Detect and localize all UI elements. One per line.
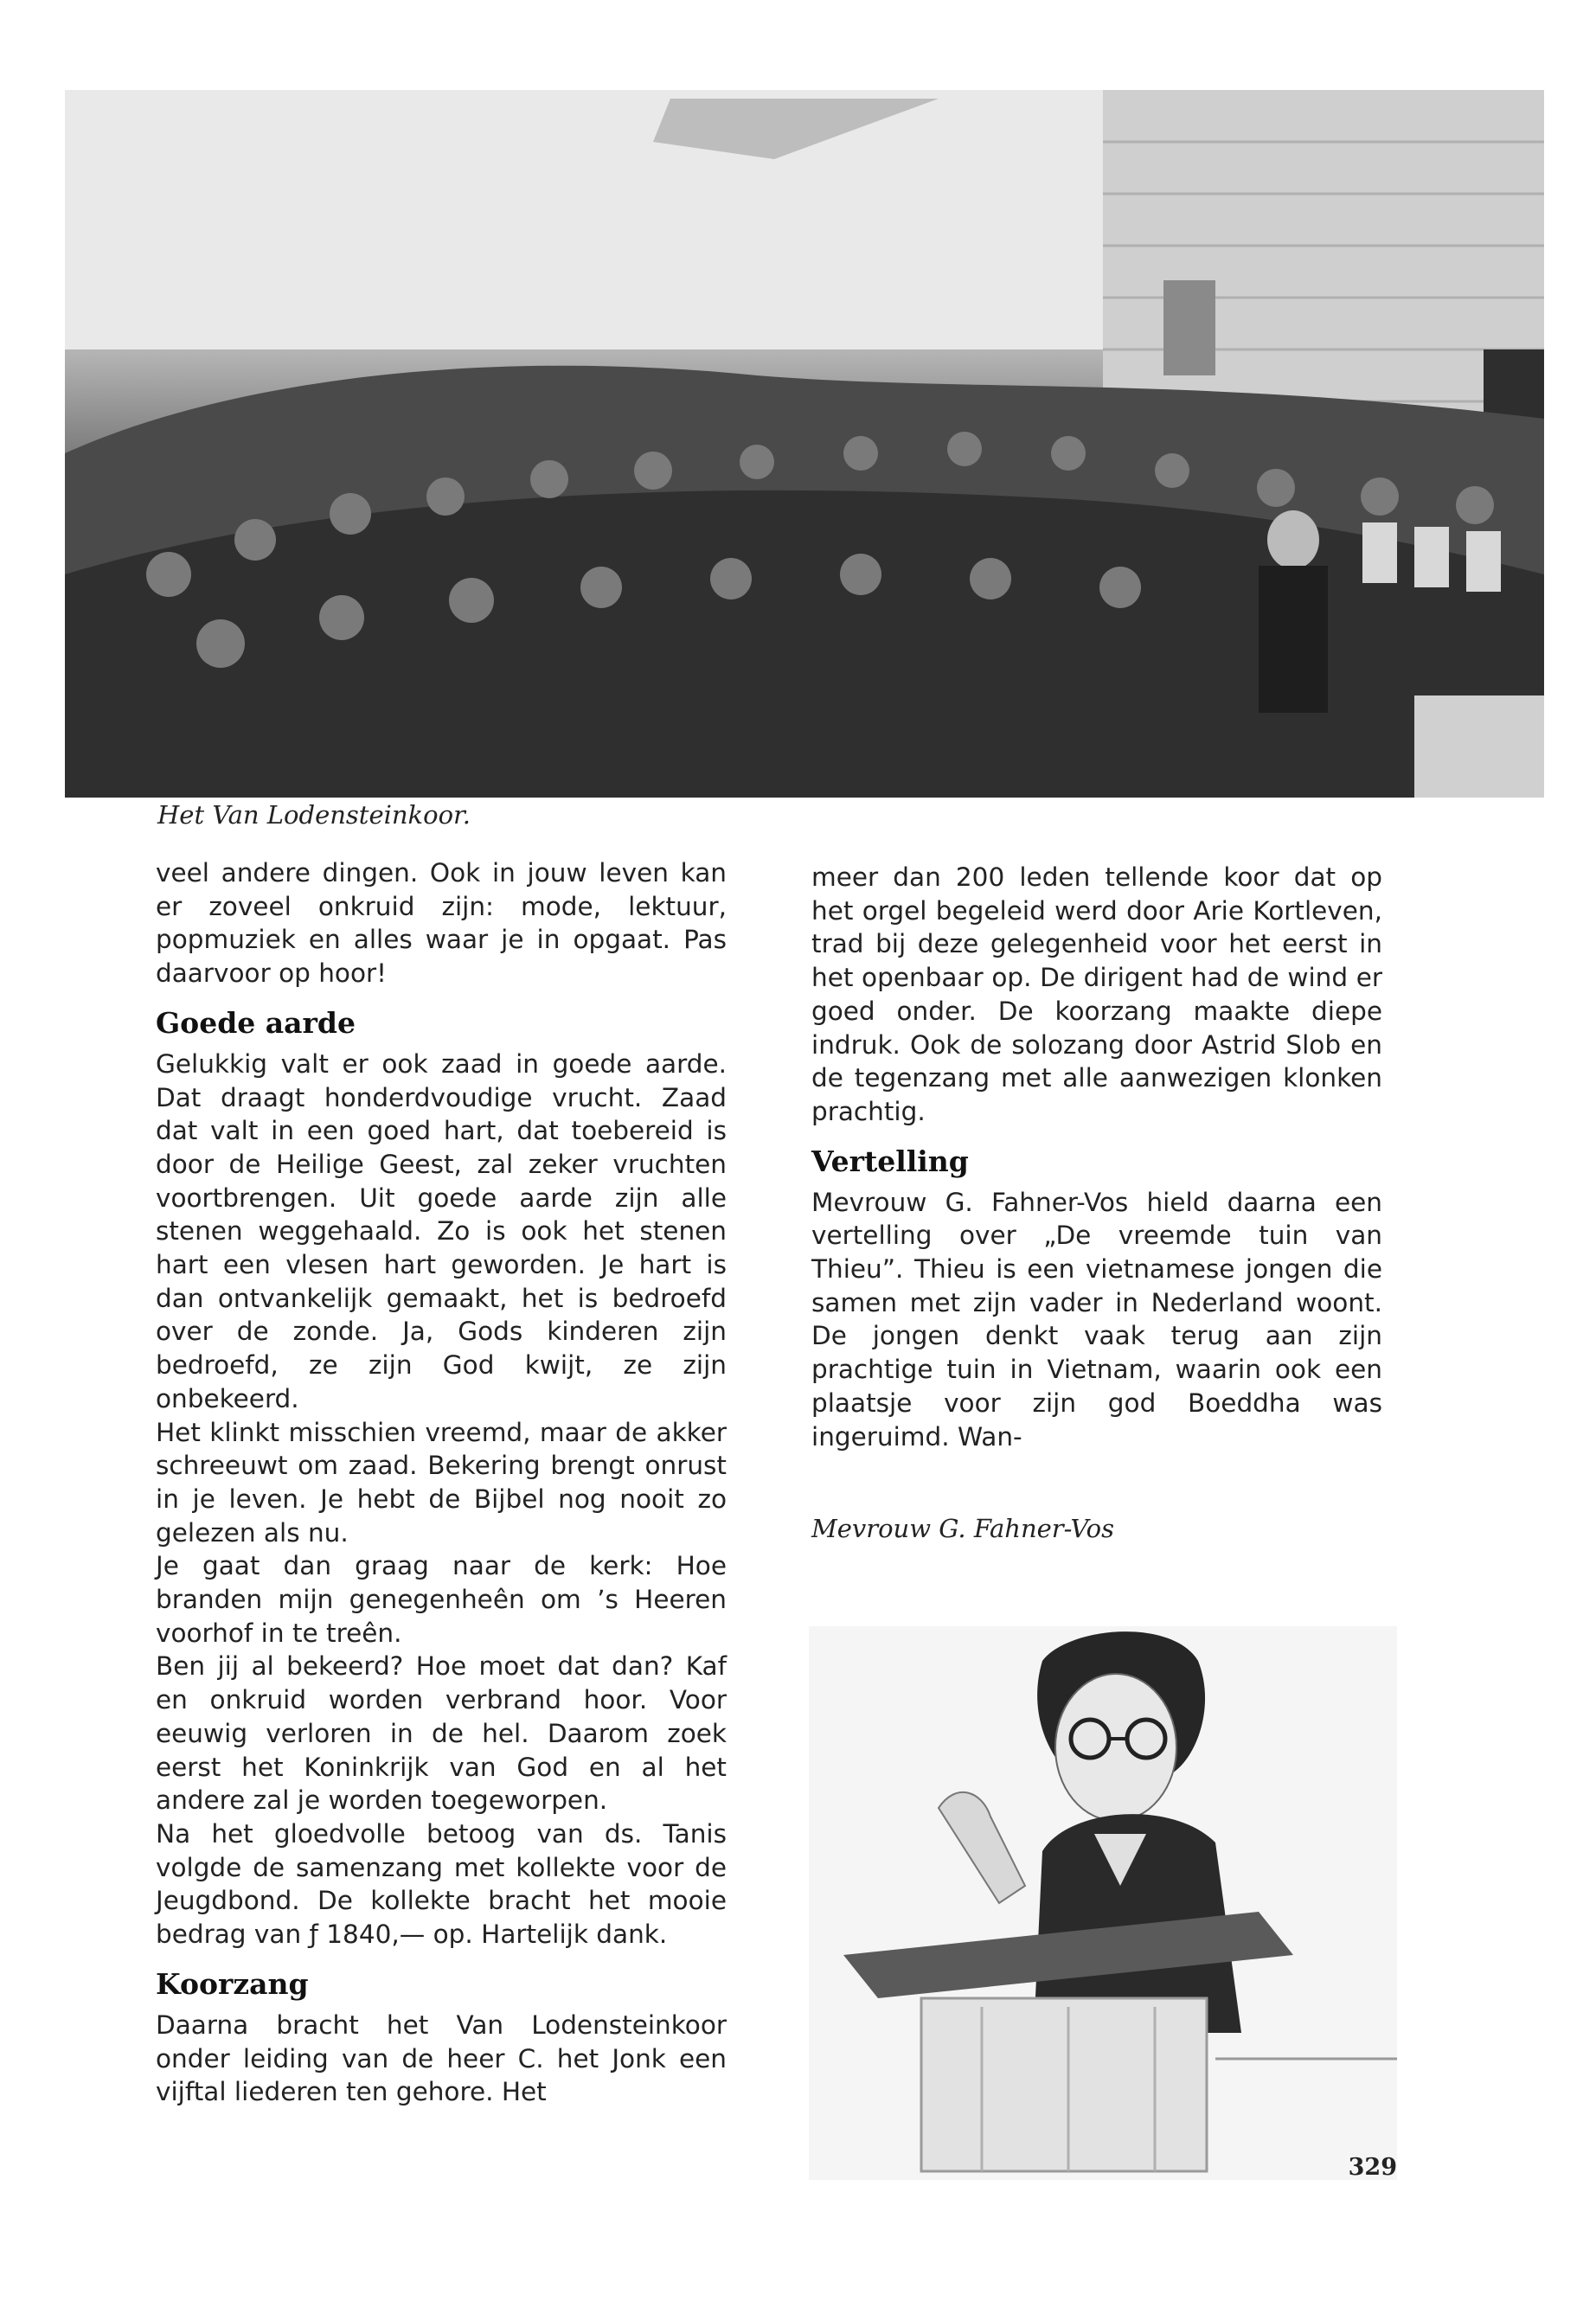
right-column: [811, 861, 1382, 1453]
left-column: [156, 856, 727, 2109]
heading-koorzang: Koorzang: [156, 1966, 309, 2001]
speaker-photo: [809, 1626, 1397, 2180]
heading-vertelling: Vertelling: [811, 1144, 969, 1178]
paragraph: Het klinkt misschien vreemd, maar de akker schreeuwt om zaad. Bekering brengt onrust in je leven. Je hebt de Bijbel nog nooit zo gelezen als nu.: [156, 1417, 727, 1548]
speaker-photo-caption: Mevrouw G. Fahner-Vos: [811, 1514, 1114, 1543]
paragraph: Gelukkig valt er ook zaad in goede aarde. Dat draagt honderdvoudige vrucht. Zaad dat valt in een goed hart, dat toebereid is door de Heilige Geest, zal zeker vruchten voortbrengen. Uit goede aarde zijn alle stenen weggehaald. Zo is ook het stenen hart een vlesen hart geworden. Je hart is dan ontvankelijk gemaakt, het is bedroefd over de zonde. Ja, Gods kinderen zijn bedroefd, ze zijn God kwijt, ze zijn onbekeerd.: [156, 1048, 727, 1413]
paragraph: Daarna bracht het Van Lodensteinkoor onder leiding van de heer C. het Jonk een vijftal liederen ten gehore. Het: [156, 2009, 727, 2107]
paragraph: Na het gloedvolle betoog van ds. Tanis volgde de samenzang met kollekte voor de Jeugdbond. De kollekte bracht het mooie bedrag van ƒ 1840,— op. Hartelijk dank.: [156, 1818, 727, 1950]
paragraph: Mevrouw G. Fahner-Vos hield daarna een vertelling over „De vreemde tuin van Thieu”. Thieu is een vietnamese jongen die samen met zijn vader in Nederland woont. De jongen denkt vaak terug aan zijn prachtige tuin in Vietnam, waarin ook een plaatsje voor zijn god Boeddha was ingeruimd. Wan-: [811, 1187, 1382, 1452]
paragraph: Ben jij al bekeerd? Hoe moet dat dan? Kaf en onkruid worden verbrand hoor. Voor eeuwig verloren in de hel. Daarom zoek eerst het Koninkrijk van God en al het andere zal je worden toegeworpen.: [156, 1651, 727, 1816]
choir-photo-caption: Het Van Lodensteinkoor.: [157, 800, 471, 830]
choir-photo: [65, 90, 1544, 798]
paragraph: meer dan 200 leden tellende koor dat op het orgel begeleid werd door Arie Kortleven, trad bij deze gelegenheid voor het eerst in het openbaar op. De dirigent had de wind er goed onder. De koorzang maakte diepe indruk. Ook de solozang door Astrid Slob en de tegenzang met alle aanwezigen klonken prachtig.: [811, 862, 1382, 1126]
heading-goede-aarde: Goede aarde: [156, 1005, 356, 1040]
paragraph: Je gaat dan graag naar de kerk: Hoe branden mijn genegenheên om ’s Heeren voorhof in te treên.: [156, 1551, 727, 1648]
page-number: 329: [1348, 2154, 1397, 2181]
paragraph: veel andere dingen. Ook in jouw leven kan er zoveel onkruid zijn: mode, lektuur, popmuziek en alles waar je in opgaat. Pas daarvoor op hoor!: [156, 858, 727, 989]
choir-photo-illustration: [65, 90, 1544, 798]
speaker-photo-illustration: [809, 1626, 1397, 2180]
